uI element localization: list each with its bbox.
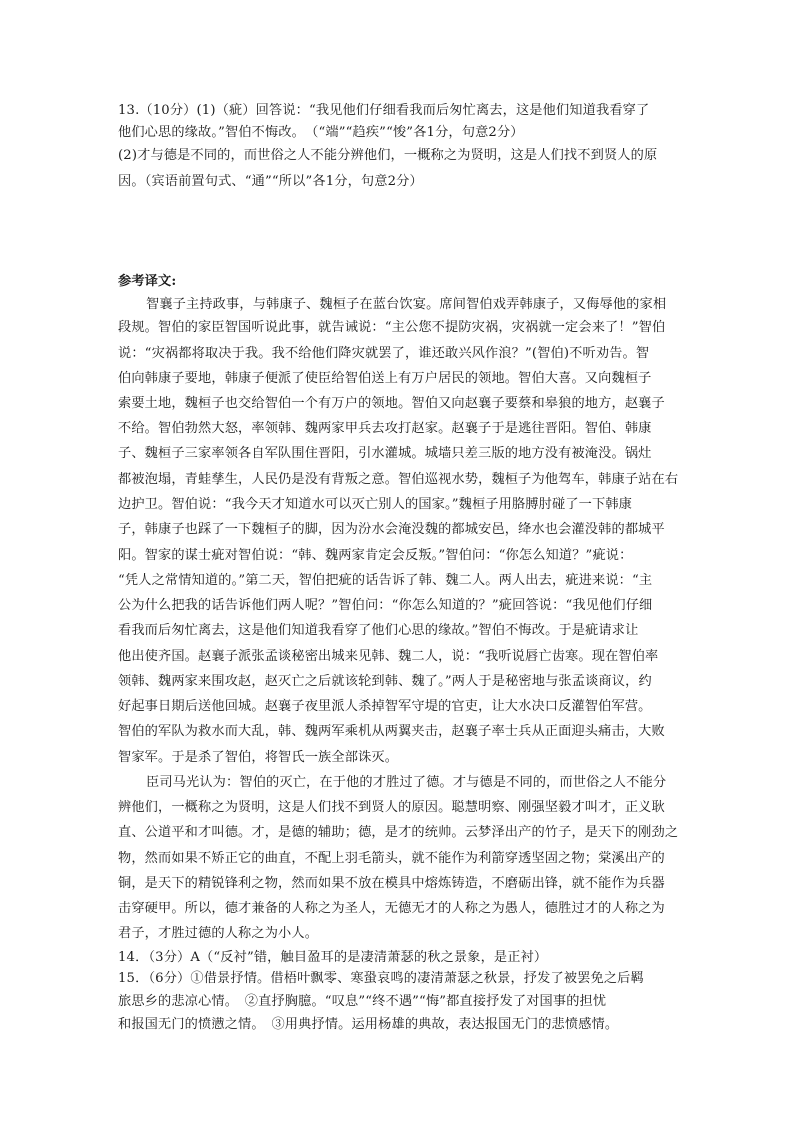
q13-answer-line-3: (2)才与德是不同的，而世俗之人不能分辨他们，一概称之为贤明，这是人们找不到贤人的原: [118, 148, 658, 163]
translation-p2-line: 直、公道平和才叫德。才，是德的辅助；德，是才的统帅。云梦泽出产的竹子，是天下的刚劲之: [118, 825, 679, 840]
translation-p2-line: 物，然而如果不矫正它的曲直，不配上羽毛箭头，就不能作为利箭穿透坚固之物；棠溪出产的: [118, 851, 665, 866]
q13-answer-line-1: 13.（10分）(1)（疵）回答说：“我见他们仔细看我而后匆忙离去，这是他们知道我看穿了: [118, 103, 650, 118]
translation-p1-line: 智伯的军队为救水而大乱，韩、魏两军乘机从两翼夹击，赵襄子率士兵从正面迎头痛击，大败: [118, 724, 665, 739]
translation-p2-line: 君子，才胜过德的人称之为小人。: [118, 926, 319, 941]
translation-p1-line: 不给。智伯勃然大怒，率领韩、魏两家甲兵去攻打赵家。赵襄子于是逃往晋阳。智伯、韩康: [118, 421, 652, 436]
q15-answer-line-1: 15．（6分）①借景抒情。借梧叶飘零、寒蛩哀鸣的凄清萧瑟之秋景，抒发了被罢免之后羁: [118, 971, 644, 986]
q13-answer-line-2: 他们心思的缘故。”智伯不悔改。 （“端”“趋疾”“悛”各1分，句意2分）: [118, 125, 524, 140]
translation-p1-line: 公为什么把我的话告诉他们两人呢？”智伯问：“你怎么知道的？”疵回答说：“我见他们仔细: [118, 598, 653, 613]
translation-p1-line: 好起事日期后送他回城。赵襄子夜里派人杀掉智军守堤的官吏，让大水决口反灌智伯军营。: [118, 699, 652, 714]
translation-heading: 参考译文:: [118, 274, 177, 289]
translation-p2-line: 辨他们，一概称之为贤明，这是人们找不到贤人的原因。聪慧明察、刚强坚毅才叫才，正义耿: [118, 800, 665, 815]
translation-p1-line: 他出使齐国。赵襄子派张孟谈秘密出城来见韩、魏二人，说：“我听说唇亡齿寒。现在智伯率: [118, 649, 659, 664]
q15-answer-line-2: 旅思乡的悲凉心情。 ②直抒胸臆。“叹息”“终不遇”“悔”都直接抒发了对国事的担忧: [118, 994, 607, 1009]
q15-answer-line-3: 和报国无门的愤懑之情。 ③用典抒情。运用杨雄的典故，表达报国无门的悲愤感情。: [118, 1017, 619, 1032]
translation-p1-line: 边护卫。智伯说：“我今天才知道水可以灭亡别人的国家。”魏桓子用胳膊肘碰了一下韩康: [118, 497, 633, 512]
translation-p1-line: 智襄子主持政事，与韩康子、魏桓子在蓝台饮宴。席间智伯戏弄韩康子，又侮辱他的家相: [146, 297, 667, 312]
translation-p1-line: 伯向韩康子要地，韩康子便派了使臣给智伯送上有万户居民的领地。智伯大喜。又向魏桓子: [118, 371, 652, 386]
translation-p2-line: 铜，是天下的精锐锋利之物，然而如果不放在模具中熔炼铸造，不磨砺出锋，就不能作为兵器: [118, 876, 665, 891]
translation-p1-line: 段规。智伯的家臣智国听说此事，就告诫说：“主公您不提防灾祸，灾祸就一定会来了！”智伯: [118, 320, 666, 335]
translation-p1-line: 子、魏桓子三家率领各自军队围住晋阳，引水灌城。城墙只差三版的地方没有被淹没。锅灶: [118, 446, 652, 461]
translation-p1-line: 子，韩康子也踩了一下魏桓子的脚，因为汾水会淹没魏的都城安邑，绛水也会灌没韩的都城平: [118, 522, 665, 537]
translation-p1-line: 索要土地，魏桓子也交给智伯一个有万户的领地。智伯又向赵襄子要蔡和皋狼的地方，赵襄子: [118, 396, 665, 411]
translation-p1-line: “凭人之常情知道的。”第二天，智伯把疵的话告诉了韩、魏二人。两人出去，疵进来说：“主: [118, 573, 653, 588]
translation-p1-line: 领韩、魏两家来围攻赵，赵灭亡之后就该轮到韩、魏了。”两人于是秘密地与张孟谈商议，约: [118, 674, 652, 689]
translation-p2-line: 臣司马光认为：智伯的灭亡，在于他的才胜过了德。才与德是不同的，而世俗之人不能分: [146, 775, 667, 790]
translation-p1-line: 看我而后匆忙离去，这是他们知道我看穿了他们心思的缘故。”智伯不悔改。于是疵请求让: [118, 623, 639, 638]
q13-answer-line-4: 因。（宾语前置句式、“通”“所以”各1分，句意2分）: [118, 174, 423, 189]
q14-answer: 14．（3分）A（“反衬”错，触目盈耳的是凄清萧瑟的秋之景象，是正衬）: [118, 950, 548, 965]
translation-p1-line: 说：“灾祸都将取决于我。我不给他们降灾就罢了，谁还敢兴风作浪？”(智伯)不听劝告。智: [118, 346, 650, 361]
translation-p1-line: 阳。智家的谋士疵对智伯说：“韩、魏两家肯定会反叛。”智伯问：“你怎么知道？”疵说：: [118, 548, 633, 563]
translation-p1-line: 都被泡塌，青蛙孳生，人民仍是没有背叛之意。智伯巡视水势，魏桓子为他驾车，韩康子站在右: [118, 472, 679, 487]
translation-p2-line: 击穿硬甲。所以，德才兼备的人称之为圣人，无德无才的人称之为愚人，德胜过才的人称之为: [118, 901, 665, 916]
translation-p1-line: 智家军。于是杀了智伯，将智氏一族全部诛灭。: [118, 750, 399, 765]
